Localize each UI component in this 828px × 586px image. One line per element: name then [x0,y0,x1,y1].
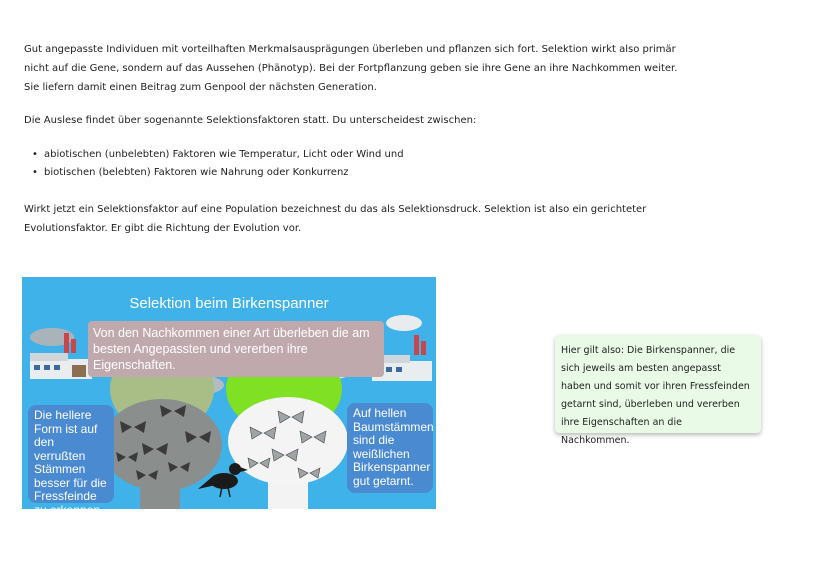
summary-note: Hier gilt also: Die Birkenspanner, die sich jeweils am besten angepasst haben und somit vor ihren Fressfeinden getarnt sind, überleben und vererben ihre Eigenschaften an die Nachkommen. [555,335,761,433]
factor-list [24,146,404,182]
paragraph-selection-intro: Gut angepasste Individuen mit vorteilhaften Merkmalsausprägungen überleben und pflanzen sich fort. Selektion wirkt also primär nicht auf die Gene, sondern auf das Aussehen (Phänotyp). Bei der Fortpflanzung geben sie ihre Gene an ihre Nachkommen weiter. Sie liefern damit einen Beitrag zum Genpool der nächsten Generation. [24,44,678,93]
peppered-moth-illustration [22,277,436,517]
illustration-title: Selektion beim Birkenspanner [129,295,329,312]
light-tree-caption: Auf hellen Baumstämmen sind die weißlichen Birkenspanner gut getarnt. [347,403,433,493]
paragraph-selection-pressure: Wirkt jetzt ein Selektionsfaktor auf eine Population bezeichnest du das als Selektionsdruck. Selektion ist also ein gerichteter Evolutionsfaktor. Er gibt die Richtung der Evolution vor. [24,204,647,234]
paragraph-selection-factors: Die Auslese findet über sogenannte Selektionsfaktoren statt. Du unterscheidest zwischen: [24,115,477,126]
dark-tree-caption: Die hellere Form ist auf den verrußten Stämmen besser für die Fressfeinde zu erkennen. [28,405,114,503]
illustration-banner: Von den Nachkommen einer Art überleben die am besten Angepassten und vererben ihre Eigenschaften. [88,321,384,377]
list-item-biotic: • biotischen (belebten) Faktoren wie Nahrung oder Konkurrenz [24,164,404,182]
list-item-abiotic: • abiotischen (unbelebten) Faktoren wie Temperatur, Licht oder Wind und [24,146,404,164]
